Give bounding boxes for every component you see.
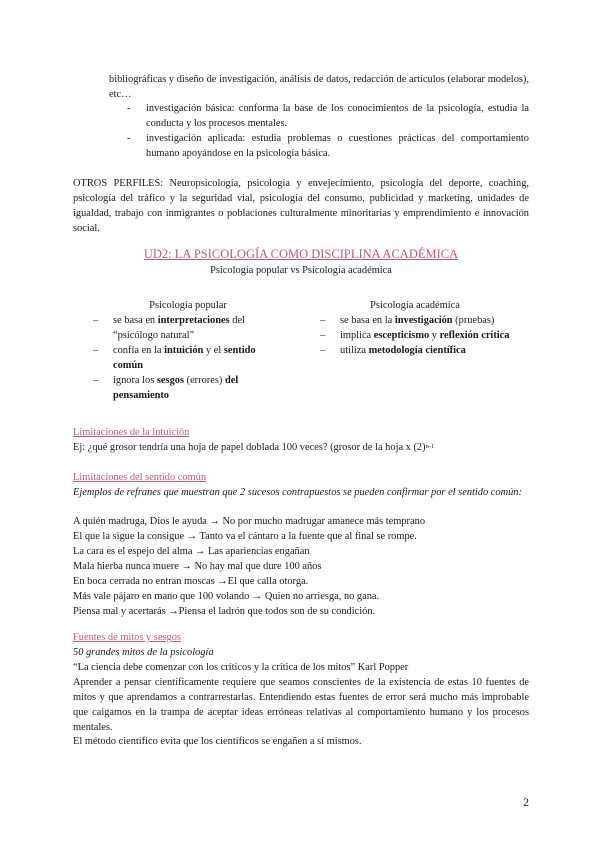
academica-heading: Psicología académica <box>370 300 460 311</box>
unit-title: UD2: LA PSICOLOGÍA COMO DISCIPLINA ACADÉMICA <box>143 247 459 261</box>
limitaciones-intuicion-heading: Limitaciones de la intuición <box>73 427 190 438</box>
intro-continuation: bibliográficas y diseño de investigación, análisis de datos, redacción de artículos (elaborar modelos), etc… <box>109 74 529 100</box>
refran-line: Mala hierba nunca muere → No hay mal que dure 100 años <box>73 561 322 572</box>
dash-marker: – <box>320 315 326 326</box>
intro-bullet <box>127 101 529 131</box>
academica-item: – utiliza metodología científica <box>320 345 466 356</box>
fuentes-book-title: 50 grandes mitos de la psicología <box>73 647 214 658</box>
dash-marker: - <box>127 103 131 114</box>
limitaciones-intuicion-text: Ej: ¿qué grosor tendría una hoja de papel doblada 100 veces? (grosor de la hoja x $(2)^{n-1}$ <box>73 442 435 453</box>
refran-line: Piensa mal y acertarás →Piensa el ladrón que todos son de su condición. <box>73 606 376 617</box>
dash-marker: – <box>320 330 326 341</box>
refranes-list <box>73 514 529 619</box>
popular-item: – confía en la intuición y el sentido común <box>93 345 256 371</box>
popular-item: – se basa en interpretaciones del “psicólogo natural” <box>93 315 245 341</box>
refran-line: Más vale pájaro en mano que 100 volando → Quien no arriesga, no gana. <box>73 591 380 602</box>
refran-line: A quién madruga, Dios le ayuda → No por mucho madrugar amanece más temprano <box>73 516 426 527</box>
academica-item: – se basa en la investigación (pruebas) <box>320 315 495 326</box>
refran-line: El que la sigue la consigue → Tanto va el cántaro a la fuente que al final se rompe. <box>73 531 417 542</box>
popular-item: – ignora los sesgos (errores) del pensamiento <box>93 375 239 401</box>
refran-line: En boca cerrada no entran moscas →El que calla otorga. <box>73 576 309 587</box>
academica-column <box>320 298 510 358</box>
intro-bullet-text: investigación aplicada: estudia problemas o cuestiones prácticas del comportamiento humano apoyándose en la psicología básica. <box>146 133 529 159</box>
popular-heading: Psicología popular <box>149 300 227 311</box>
fuentes-paragraph: Aprender a pensar científicamente requiere que seamos conscientes de la existencia de estas 10 fuentes de mitos y que aprendamos a contrarrestarlas. Entendiendo estas fuentes de error será mucho más improbable que caigamos en la trampa de aceptar ideas erróneas relativas al comportamiento humano y los procesos mentales. <box>73 677 529 733</box>
popular-column <box>93 298 283 403</box>
intro-bullet-text: investigación básica: conforma la base de los conocimientos de la psicología, estudia la conducta y los procesos mentales. <box>146 103 529 129</box>
academica-item: – implica escepticismo y reflexión crítica <box>320 330 510 341</box>
fuentes-heading: Fuentes de mitos y sesgos <box>73 632 181 643</box>
dash-marker: – <box>93 375 99 386</box>
dash-marker: - <box>127 133 131 144</box>
dash-marker: – <box>93 345 99 356</box>
intro-bullet <box>127 131 529 161</box>
dash-marker: – <box>320 345 326 356</box>
unit-subtitle: Psicología popular vs Psicología académica <box>210 265 392 276</box>
page-number: 2 <box>523 797 529 809</box>
limitaciones-sentido-intro: Ejemplos de refranes que muestran que 2 sucesos contrapuestos se pueden confirmar por el sentido común: <box>73 487 522 498</box>
dash-marker: – <box>93 315 99 326</box>
limitaciones-sentido-heading: Limitaciones del sentido común <box>73 472 207 483</box>
fuentes-quote: “La ciencia debe comenzar con los críticos y la crítica de los mitos” Karl Popper <box>73 662 409 673</box>
otros-perfiles-paragraph: OTROS PERFILES: Neuropsicología, psicología y envejecimiento, psicología del deporte, coaching, psicología del tráfico y la seguridad vial, psicología del consumo, publicidad y marketing, unidades de igualdad, trabajo con inmigrantes o poblaciones culturalmente minoritarias y emprendimiento e innovación social. <box>73 178 529 234</box>
fuentes-closing: El método científico evita que los científicos se engañen a sí mismos. <box>73 736 362 747</box>
refran-line: La cara es el espejo del alma → Las apariencias engañan <box>73 546 310 557</box>
